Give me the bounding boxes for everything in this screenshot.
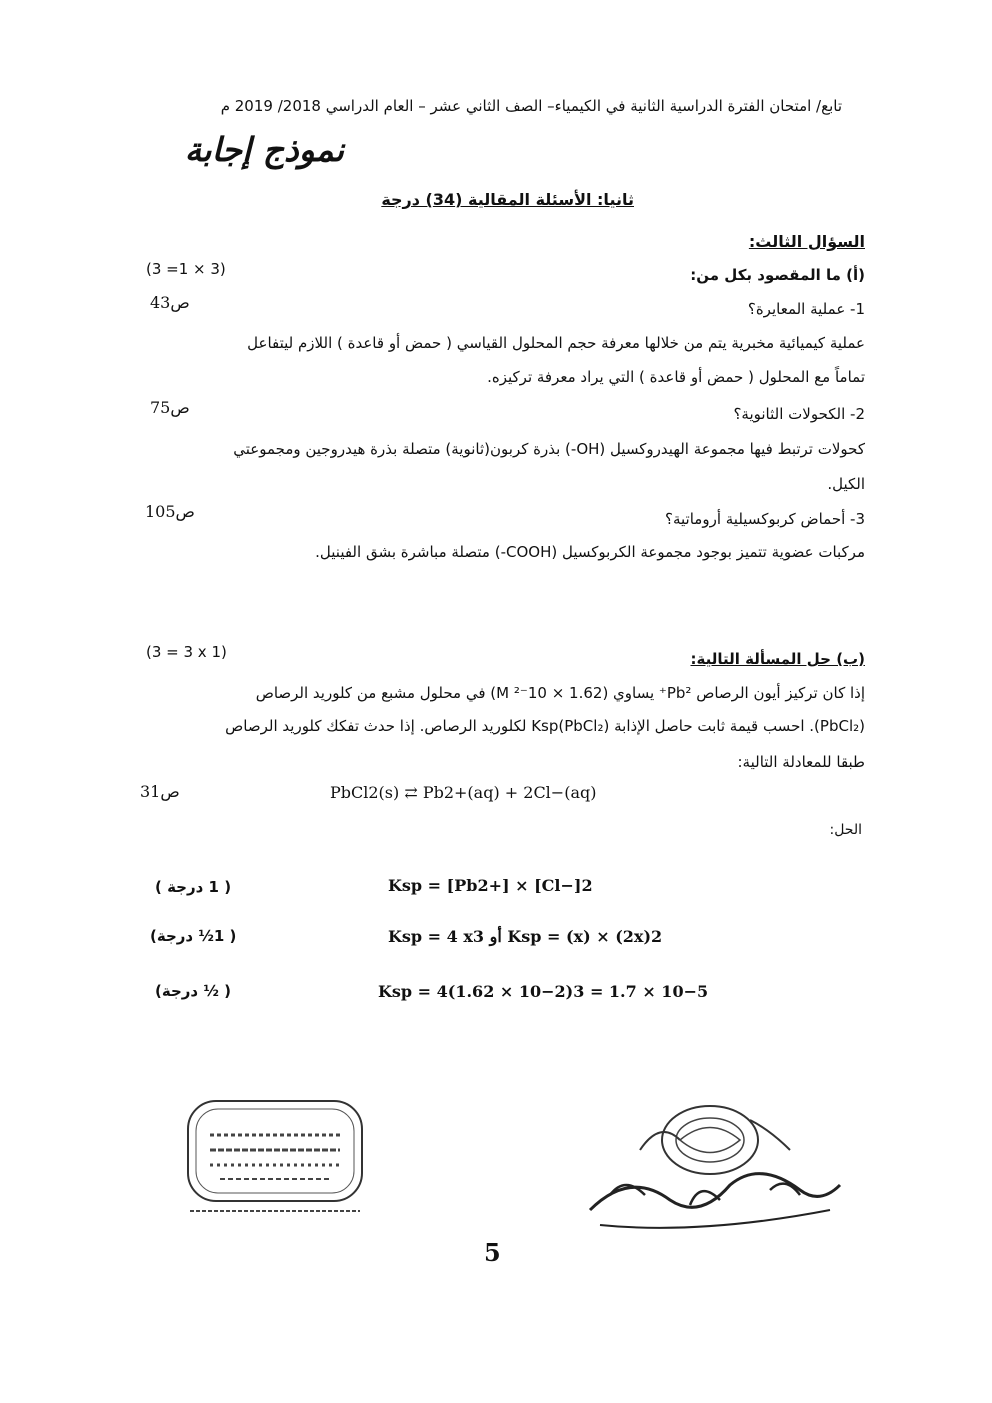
item-question: 3- أحماض كربوكسيلية أروماتية؟ [665,510,865,528]
ministry-seal-left [180,1095,370,1220]
ministry-seal-signature [570,1100,850,1240]
step-marks: ( 1 درجة ) [155,878,232,896]
page-reference: ص75 [150,398,190,417]
section-title: ثانيا: الأسئلة المقالية (34) درجة [381,190,634,209]
item-question: 2- الكحولات الثانوية؟ [733,405,865,423]
part-b-label: (ب) حل المسألة التالية: [690,650,865,668]
step-equation: Ksp = 4 x3 أو Ksp = (x) × (2x)2 [388,927,663,946]
problem-text: إذا كان تركيز أيون الرصاص Pb²⁺ يساوي (1.62 × 10⁻² M) في محلول مشبع من كلوريد الرصاص [255,684,865,702]
page-number: 5 [484,1238,501,1267]
dissociation-equation [330,783,596,802]
item-question: 1- عملية المعايرة؟ [747,300,865,318]
part-a-label: (أ) ما المقصود بكل من: [690,266,865,284]
item-answer: تماماً مع المحلول ( حمض أو قاعدة ) التي يراد معرفة تركيزه. [487,368,865,386]
answer-model-stamp: نموذج إجابة [184,130,344,169]
problem-text: (PbCl₂). احسب قيمة ثابت حاصل الإذابة Ksp(PbCl₂) لكلوريد الرصاص. إذا حدث تفكك كلوريد الرصاص [225,717,865,735]
page-reference: ص31 [140,782,180,801]
part-b-marks: (3 = 3 x 1) [146,643,227,661]
item-answer: عملية كيميائية مخبرية يتم من خلالها معرفة حجم المحلول القياسي ( حمض أو قاعدة ) اللازم ليتفاعل [247,334,865,352]
equation-text: PbCl2(s) ⇄ Pb2+(aq) + 2Cl−(aq) [330,783,597,802]
step-marks: ( 1½ درجة) [150,927,237,945]
solution-label: الحل: [829,822,862,838]
part-a-marks: (3 =1 × 3) [146,260,226,278]
problem-text: طبقا للمعادلة التالية: [737,753,865,771]
exam-header: تابع/ امتحان الفترة الدراسية الثانية في الكيمياء– الصف الثاني عشر – العام الدراسي 2018/ 2019 م [220,97,842,115]
item-answer: مركبات عضوية تتميز بوجود مجموعة الكربوكسيل (COOH-) متصلة مباشرة بشق الفينيل. [315,543,865,561]
item-answer: الكيل. [827,475,865,493]
step-equation: Ksp = 4(1.62 × 10−2)3 = 1.7 × 10−5 [378,982,709,1001]
page-reference: ص43 [150,293,190,312]
step-marks: ( ½ درجة) [155,982,231,1000]
item-answer: كحولات ترتبط فيها مجموعة الهيدروكسيل (OH-) بذرة كربون(ثانوية) متصلة بذرة هيدروجين ومجموعتي [233,440,865,458]
question-title: السؤال الثالث: [748,232,865,251]
step-equation: Ksp = [Pb2+] × [Cl−]2 [388,876,593,895]
page-reference: ص105 [145,502,195,521]
